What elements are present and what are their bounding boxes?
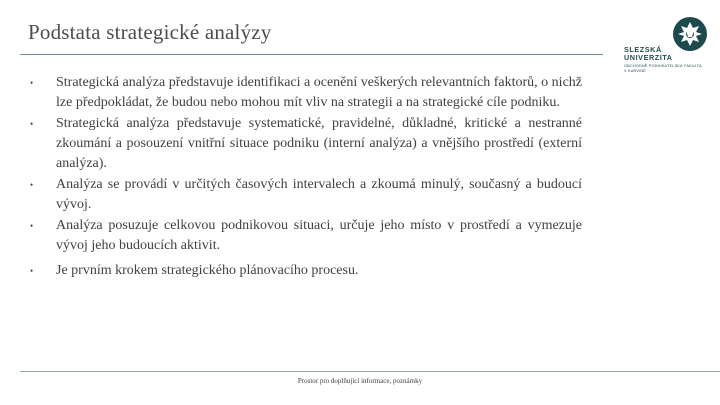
bullet-item xyxy=(30,261,582,281)
bullet-marker: • xyxy=(30,119,34,129)
logo-text xyxy=(624,46,673,62)
university-emblem-icon xyxy=(672,16,708,52)
bullet-text: Analýza se provádí v určitých časových intervalech a zkoumá minulý, současný a budoucí vývoj. xyxy=(56,177,582,212)
logo-subtitle: OBCHODNĚ PODNIKATELSKÁ FAKULTA V KARVINÉ xyxy=(624,64,702,73)
bullet-text: Strategická analýza představuje systematické, pravidelné, důkladné, kritické a nestranné zkoumání a posouzení vnitřní situace podniku (interní analýza) a vnějšího prostředí (externí analýza). xyxy=(56,116,582,171)
bullet-text: Analýza posuzuje celkovou podnikovou situaci, určuje jeho místo v prostředí a vymezuje vývoj jeho budoucích aktivit. xyxy=(56,218,582,253)
university-logo xyxy=(624,16,710,96)
slide-title: Podstata strategické analýzy xyxy=(28,20,272,44)
bullet-marker: • xyxy=(30,266,34,276)
bullet-marker: • xyxy=(30,78,34,88)
footer-divider xyxy=(20,371,720,372)
bullet-item xyxy=(30,175,582,215)
bullet-item xyxy=(30,114,582,174)
bullet-list xyxy=(30,73,582,282)
bullet-text: Je prvním krokem strategického plánovacího procesu. xyxy=(56,263,359,278)
bullet-item xyxy=(30,73,582,113)
footer-note: Prostor pro doplňující informace, poznámky xyxy=(297,377,423,385)
logo-line-2: UNIVERZITA xyxy=(624,53,673,62)
bullet-text: Strategická analýza představuje identifikaci a ocenění veškerých relevantních faktorů, o nichž lze předpokládat, že budou nebo mohou mít vliv na strategii a na strategické cíle podniku. xyxy=(56,75,582,110)
title-divider xyxy=(20,54,603,55)
bullet-marker: • xyxy=(30,221,34,231)
logo-line-1: SLEZSKÁ xyxy=(624,45,662,54)
bullet-item xyxy=(30,216,582,256)
bullet-marker: • xyxy=(30,180,34,190)
